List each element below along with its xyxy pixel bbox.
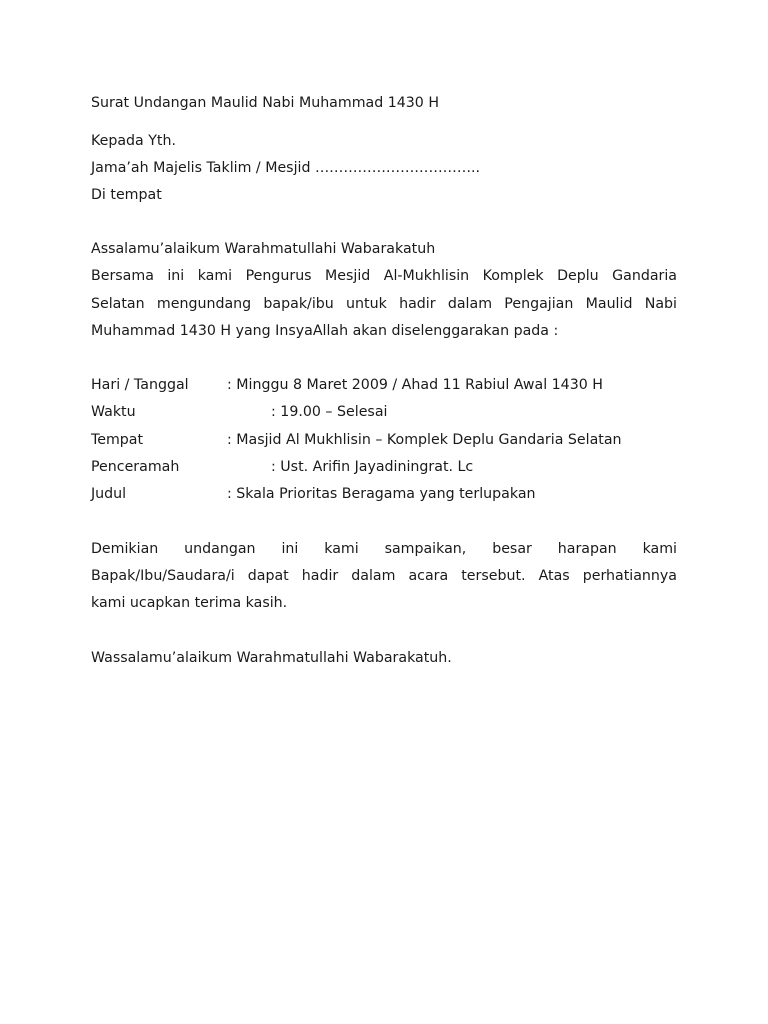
date-value: : Minggu 8 Maret 2009 / Ahad 11 Rabiul Awal 1430 H <box>227 377 603 393</box>
closing-greeting: Wassalamu’alaikum Warahmatullahi Wabarakatuh. <box>91 650 452 666</box>
intro-paragraph-line-3: Muhammad 1430 H yang InsyaAllah akan diselenggarakan pada : <box>91 323 559 339</box>
closing-paragraph-line-3: kami ucapkan terima kasih. <box>91 595 288 611</box>
closing-paragraph-line-2: Bapak/Ibu/Saudara/i dapat hadir dalam acara tersebut. Atas perhatiannya <box>91 568 677 584</box>
recipient-line-2: Jama’ah Majelis Taklim / Mesjid …………………………….. <box>91 160 481 176</box>
place-value: : Masjid Al Mukhlisin – Komplek Deplu Gandaria Selatan <box>227 432 622 448</box>
speaker-value: : Ust. Arifin Jayadiningrat. Lc <box>271 459 474 475</box>
time-value: : 19.00 – Selesai <box>271 404 388 420</box>
recipient-line-1: Kepada Yth. <box>91 133 176 149</box>
topic-value: : Skala Prioritas Beragama yang terlupakan <box>227 486 536 502</box>
speaker-label: Penceramah <box>91 459 180 475</box>
closing-paragraph-line-1: Demikian undangan ini kami sampaikan, besar harapan kami <box>91 541 677 557</box>
place-label: Tempat <box>91 432 144 448</box>
topic-label: Judul <box>91 486 127 502</box>
time-label: Waktu <box>91 404 136 420</box>
intro-paragraph-line-2: Selatan mengundang bapak/ibu untuk hadir dalam Pengajian Maulid Nabi <box>91 296 677 312</box>
letter-title: Surat Undangan Maulid Nabi Muhammad 1430 H <box>91 95 440 111</box>
intro-paragraph-line-1: Bersama ini kami Pengurus Mesjid Al-Mukhlisin Komplek Deplu Gandaria <box>91 268 677 284</box>
opening-greeting: Assalamu’alaikum Warahmatullahi Wabarakatuh <box>91 241 436 257</box>
recipient-line-3: Di tempat <box>91 187 162 203</box>
date-label: Hari / Tanggal <box>91 377 189 393</box>
